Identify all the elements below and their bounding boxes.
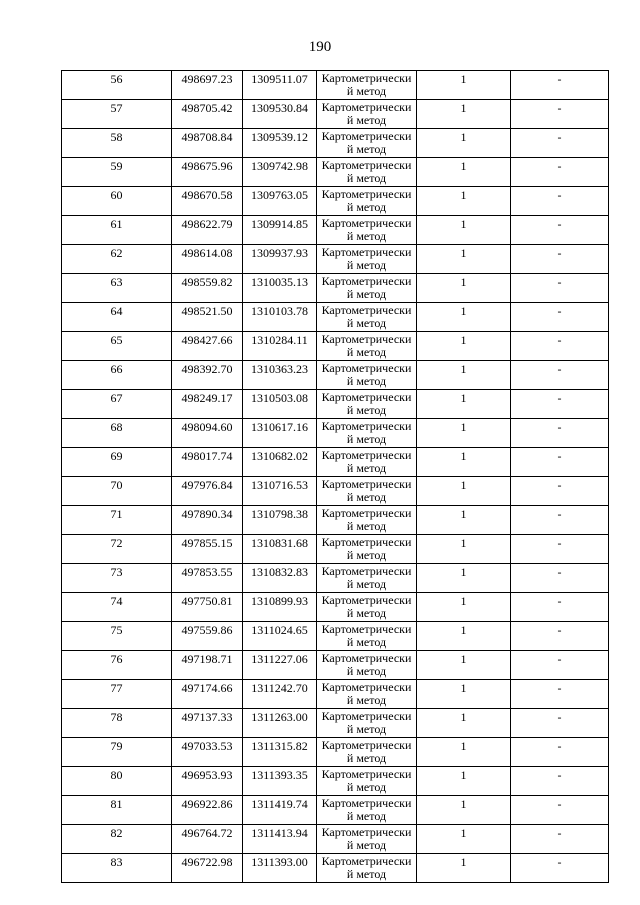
accuracy-cell: 1 xyxy=(417,419,511,448)
point-number-cell: 70 xyxy=(62,477,172,506)
point-number-cell: 63 xyxy=(62,274,172,303)
table-row xyxy=(62,709,609,738)
method-cell: Картометрически й метод xyxy=(317,216,417,245)
x-coordinate-cell: 498697.23 xyxy=(172,71,243,100)
point-number-cell: 64 xyxy=(62,303,172,332)
y-coordinate-cell: 1310682.02 xyxy=(243,448,317,477)
accuracy-cell: 1 xyxy=(417,158,511,187)
note-cell: - xyxy=(511,477,609,506)
note-cell: - xyxy=(511,274,609,303)
point-number-cell: 81 xyxy=(62,796,172,825)
note-cell: - xyxy=(511,129,609,158)
table-row xyxy=(62,680,609,709)
accuracy-cell: 1 xyxy=(417,245,511,274)
x-coordinate-cell: 496953.93 xyxy=(172,767,243,796)
x-coordinate-cell: 497890.34 xyxy=(172,506,243,535)
x-coordinate-cell: 496764.72 xyxy=(172,825,243,854)
table-row xyxy=(62,129,609,158)
x-coordinate-cell: 498521.50 xyxy=(172,303,243,332)
note-cell: - xyxy=(511,796,609,825)
y-coordinate-cell: 1310831.68 xyxy=(243,535,317,564)
x-coordinate-cell: 498614.08 xyxy=(172,245,243,274)
accuracy-cell: 1 xyxy=(417,738,511,767)
note-cell: - xyxy=(511,593,609,622)
method-cell: Картометрически й метод xyxy=(317,506,417,535)
method-cell: Картометрически й метод xyxy=(317,709,417,738)
point-number-cell: 67 xyxy=(62,390,172,419)
table-row xyxy=(62,419,609,448)
point-number-cell: 82 xyxy=(62,825,172,854)
y-coordinate-cell: 1310798.38 xyxy=(243,506,317,535)
x-coordinate-cell: 497198.71 xyxy=(172,651,243,680)
accuracy-cell: 1 xyxy=(417,274,511,303)
method-cell: Картометрически й метод xyxy=(317,100,417,129)
note-cell: - xyxy=(511,738,609,767)
table-row xyxy=(62,796,609,825)
method-cell: Картометрически й метод xyxy=(317,361,417,390)
table-row xyxy=(62,564,609,593)
table-row xyxy=(62,361,609,390)
table-row xyxy=(62,187,609,216)
table-row xyxy=(62,651,609,680)
y-coordinate-cell: 1309914.85 xyxy=(243,216,317,245)
method-cell: Картометрически й метод xyxy=(317,593,417,622)
accuracy-cell: 1 xyxy=(417,564,511,593)
y-coordinate-cell: 1310899.93 xyxy=(243,593,317,622)
accuracy-cell: 1 xyxy=(417,854,511,883)
accuracy-cell: 1 xyxy=(417,651,511,680)
method-cell: Картометрически й метод xyxy=(317,245,417,274)
accuracy-cell: 1 xyxy=(417,332,511,361)
method-cell: Картометрически й метод xyxy=(317,738,417,767)
note-cell: - xyxy=(511,535,609,564)
accuracy-cell: 1 xyxy=(417,506,511,535)
accuracy-cell: 1 xyxy=(417,796,511,825)
coordinates-table-body xyxy=(62,71,609,883)
coordinates-table xyxy=(61,70,609,883)
table-row xyxy=(62,477,609,506)
method-cell: Картометрически й метод xyxy=(317,390,417,419)
y-coordinate-cell: 1311024.65 xyxy=(243,622,317,651)
method-cell: Картометрически й метод xyxy=(317,622,417,651)
y-coordinate-cell: 1311393.00 xyxy=(243,854,317,883)
y-coordinate-cell: 1310503.08 xyxy=(243,390,317,419)
table-row xyxy=(62,332,609,361)
note-cell: - xyxy=(511,854,609,883)
method-cell: Картометрически й метод xyxy=(317,535,417,564)
y-coordinate-cell: 1311242.70 xyxy=(243,680,317,709)
accuracy-cell: 1 xyxy=(417,448,511,477)
x-coordinate-cell: 498559.82 xyxy=(172,274,243,303)
x-coordinate-cell: 498249.17 xyxy=(172,390,243,419)
y-coordinate-cell: 1309763.05 xyxy=(243,187,317,216)
table-row xyxy=(62,622,609,651)
method-cell: Картометрически й метод xyxy=(317,564,417,593)
note-cell: - xyxy=(511,216,609,245)
x-coordinate-cell: 498705.42 xyxy=(172,100,243,129)
x-coordinate-cell: 498017.74 xyxy=(172,448,243,477)
note-cell: - xyxy=(511,245,609,274)
method-cell: Картометрически й метод xyxy=(317,825,417,854)
x-coordinate-cell: 498708.84 xyxy=(172,129,243,158)
table-row xyxy=(62,825,609,854)
accuracy-cell: 1 xyxy=(417,825,511,854)
note-cell: - xyxy=(511,332,609,361)
x-coordinate-cell: 498675.96 xyxy=(172,158,243,187)
method-cell: Картометрически й метод xyxy=(317,477,417,506)
point-number-cell: 57 xyxy=(62,100,172,129)
x-coordinate-cell: 497855.15 xyxy=(172,535,243,564)
point-number-cell: 72 xyxy=(62,535,172,564)
accuracy-cell: 1 xyxy=(417,71,511,100)
method-cell: Картометрически й метод xyxy=(317,854,417,883)
table-row xyxy=(62,245,609,274)
table-row xyxy=(62,767,609,796)
method-cell: Картометрически й метод xyxy=(317,419,417,448)
note-cell: - xyxy=(511,622,609,651)
point-number-cell: 56 xyxy=(62,71,172,100)
y-coordinate-cell: 1310363.23 xyxy=(243,361,317,390)
table-row xyxy=(62,738,609,767)
point-number-cell: 73 xyxy=(62,564,172,593)
accuracy-cell: 1 xyxy=(417,767,511,796)
method-cell: Картометрически й метод xyxy=(317,158,417,187)
y-coordinate-cell: 1309511.07 xyxy=(243,71,317,100)
y-coordinate-cell: 1309937.93 xyxy=(243,245,317,274)
x-coordinate-cell: 498392.70 xyxy=(172,361,243,390)
method-cell: Картометрически й метод xyxy=(317,651,417,680)
y-coordinate-cell: 1310617.16 xyxy=(243,419,317,448)
point-number-cell: 62 xyxy=(62,245,172,274)
accuracy-cell: 1 xyxy=(417,680,511,709)
table-row xyxy=(62,448,609,477)
note-cell: - xyxy=(511,71,609,100)
method-cell: Картометрически й метод xyxy=(317,448,417,477)
point-number-cell: 58 xyxy=(62,129,172,158)
point-number-cell: 66 xyxy=(62,361,172,390)
accuracy-cell: 1 xyxy=(417,187,511,216)
table-row xyxy=(62,274,609,303)
note-cell: - xyxy=(511,680,609,709)
point-number-cell: 79 xyxy=(62,738,172,767)
x-coordinate-cell: 496922.86 xyxy=(172,796,243,825)
method-cell: Картометрически й метод xyxy=(317,129,417,158)
table-row xyxy=(62,390,609,419)
note-cell: - xyxy=(511,651,609,680)
accuracy-cell: 1 xyxy=(417,593,511,622)
note-cell: - xyxy=(511,303,609,332)
x-coordinate-cell: 498622.79 xyxy=(172,216,243,245)
table-row xyxy=(62,71,609,100)
y-coordinate-cell: 1310284.11 xyxy=(243,332,317,361)
note-cell: - xyxy=(511,709,609,738)
x-coordinate-cell: 496722.98 xyxy=(172,854,243,883)
table-row xyxy=(62,303,609,332)
x-coordinate-cell: 498094.60 xyxy=(172,419,243,448)
accuracy-cell: 1 xyxy=(417,361,511,390)
method-cell: Картометрически й метод xyxy=(317,71,417,100)
point-number-cell: 60 xyxy=(62,187,172,216)
point-number-cell: 71 xyxy=(62,506,172,535)
y-coordinate-cell: 1309742.98 xyxy=(243,158,317,187)
point-number-cell: 78 xyxy=(62,709,172,738)
note-cell: - xyxy=(511,506,609,535)
table-row xyxy=(62,158,609,187)
point-number-cell: 69 xyxy=(62,448,172,477)
table-row xyxy=(62,506,609,535)
y-coordinate-cell: 1311263.00 xyxy=(243,709,317,738)
y-coordinate-cell: 1310716.53 xyxy=(243,477,317,506)
point-number-cell: 59 xyxy=(62,158,172,187)
y-coordinate-cell: 1311315.82 xyxy=(243,738,317,767)
page-number: 190 xyxy=(308,39,332,55)
note-cell: - xyxy=(511,390,609,419)
accuracy-cell: 1 xyxy=(417,390,511,419)
point-number-cell: 83 xyxy=(62,854,172,883)
point-number-cell: 68 xyxy=(62,419,172,448)
point-number-cell: 75 xyxy=(62,622,172,651)
y-coordinate-cell: 1311227.06 xyxy=(243,651,317,680)
accuracy-cell: 1 xyxy=(417,100,511,129)
note-cell: - xyxy=(511,767,609,796)
y-coordinate-cell: 1311393.35 xyxy=(243,767,317,796)
y-coordinate-cell: 1311413.94 xyxy=(243,825,317,854)
method-cell: Картометрически й метод xyxy=(317,332,417,361)
note-cell: - xyxy=(511,100,609,129)
y-coordinate-cell: 1310832.83 xyxy=(243,564,317,593)
table-row xyxy=(62,216,609,245)
y-coordinate-cell: 1310035.13 xyxy=(243,274,317,303)
point-number-cell: 77 xyxy=(62,680,172,709)
note-cell: - xyxy=(511,158,609,187)
accuracy-cell: 1 xyxy=(417,129,511,158)
note-cell: - xyxy=(511,448,609,477)
accuracy-cell: 1 xyxy=(417,709,511,738)
note-cell: - xyxy=(511,419,609,448)
method-cell: Картометрически й метод xyxy=(317,680,417,709)
method-cell: Картометрически й метод xyxy=(317,303,417,332)
table-row xyxy=(62,535,609,564)
method-cell: Картометрически й метод xyxy=(317,187,417,216)
y-coordinate-cell: 1311419.74 xyxy=(243,796,317,825)
x-coordinate-cell: 497750.81 xyxy=(172,593,243,622)
x-coordinate-cell: 497853.55 xyxy=(172,564,243,593)
note-cell: - xyxy=(511,361,609,390)
x-coordinate-cell: 497976.84 xyxy=(172,477,243,506)
note-cell: - xyxy=(511,564,609,593)
x-coordinate-cell: 498427.66 xyxy=(172,332,243,361)
note-cell: - xyxy=(511,187,609,216)
method-cell: Картометрически й метод xyxy=(317,796,417,825)
note-cell: - xyxy=(511,825,609,854)
y-coordinate-cell: 1309530.84 xyxy=(243,100,317,129)
accuracy-cell: 1 xyxy=(417,535,511,564)
accuracy-cell: 1 xyxy=(417,622,511,651)
accuracy-cell: 1 xyxy=(417,216,511,245)
x-coordinate-cell: 497033.53 xyxy=(172,738,243,767)
point-number-cell: 61 xyxy=(62,216,172,245)
method-cell: Картометрически й метод xyxy=(317,767,417,796)
x-coordinate-cell: 497559.86 xyxy=(172,622,243,651)
x-coordinate-cell: 498670.58 xyxy=(172,187,243,216)
y-coordinate-cell: 1309539.12 xyxy=(243,129,317,158)
table-row xyxy=(62,593,609,622)
accuracy-cell: 1 xyxy=(417,303,511,332)
accuracy-cell: 1 xyxy=(417,477,511,506)
x-coordinate-cell: 497174.66 xyxy=(172,680,243,709)
point-number-cell: 76 xyxy=(62,651,172,680)
table-row xyxy=(62,100,609,129)
point-number-cell: 65 xyxy=(62,332,172,361)
x-coordinate-cell: 497137.33 xyxy=(172,709,243,738)
point-number-cell: 80 xyxy=(62,767,172,796)
table-row xyxy=(62,854,609,883)
method-cell: Картометрически й метод xyxy=(317,274,417,303)
point-number-cell: 74 xyxy=(62,593,172,622)
y-coordinate-cell: 1310103.78 xyxy=(243,303,317,332)
